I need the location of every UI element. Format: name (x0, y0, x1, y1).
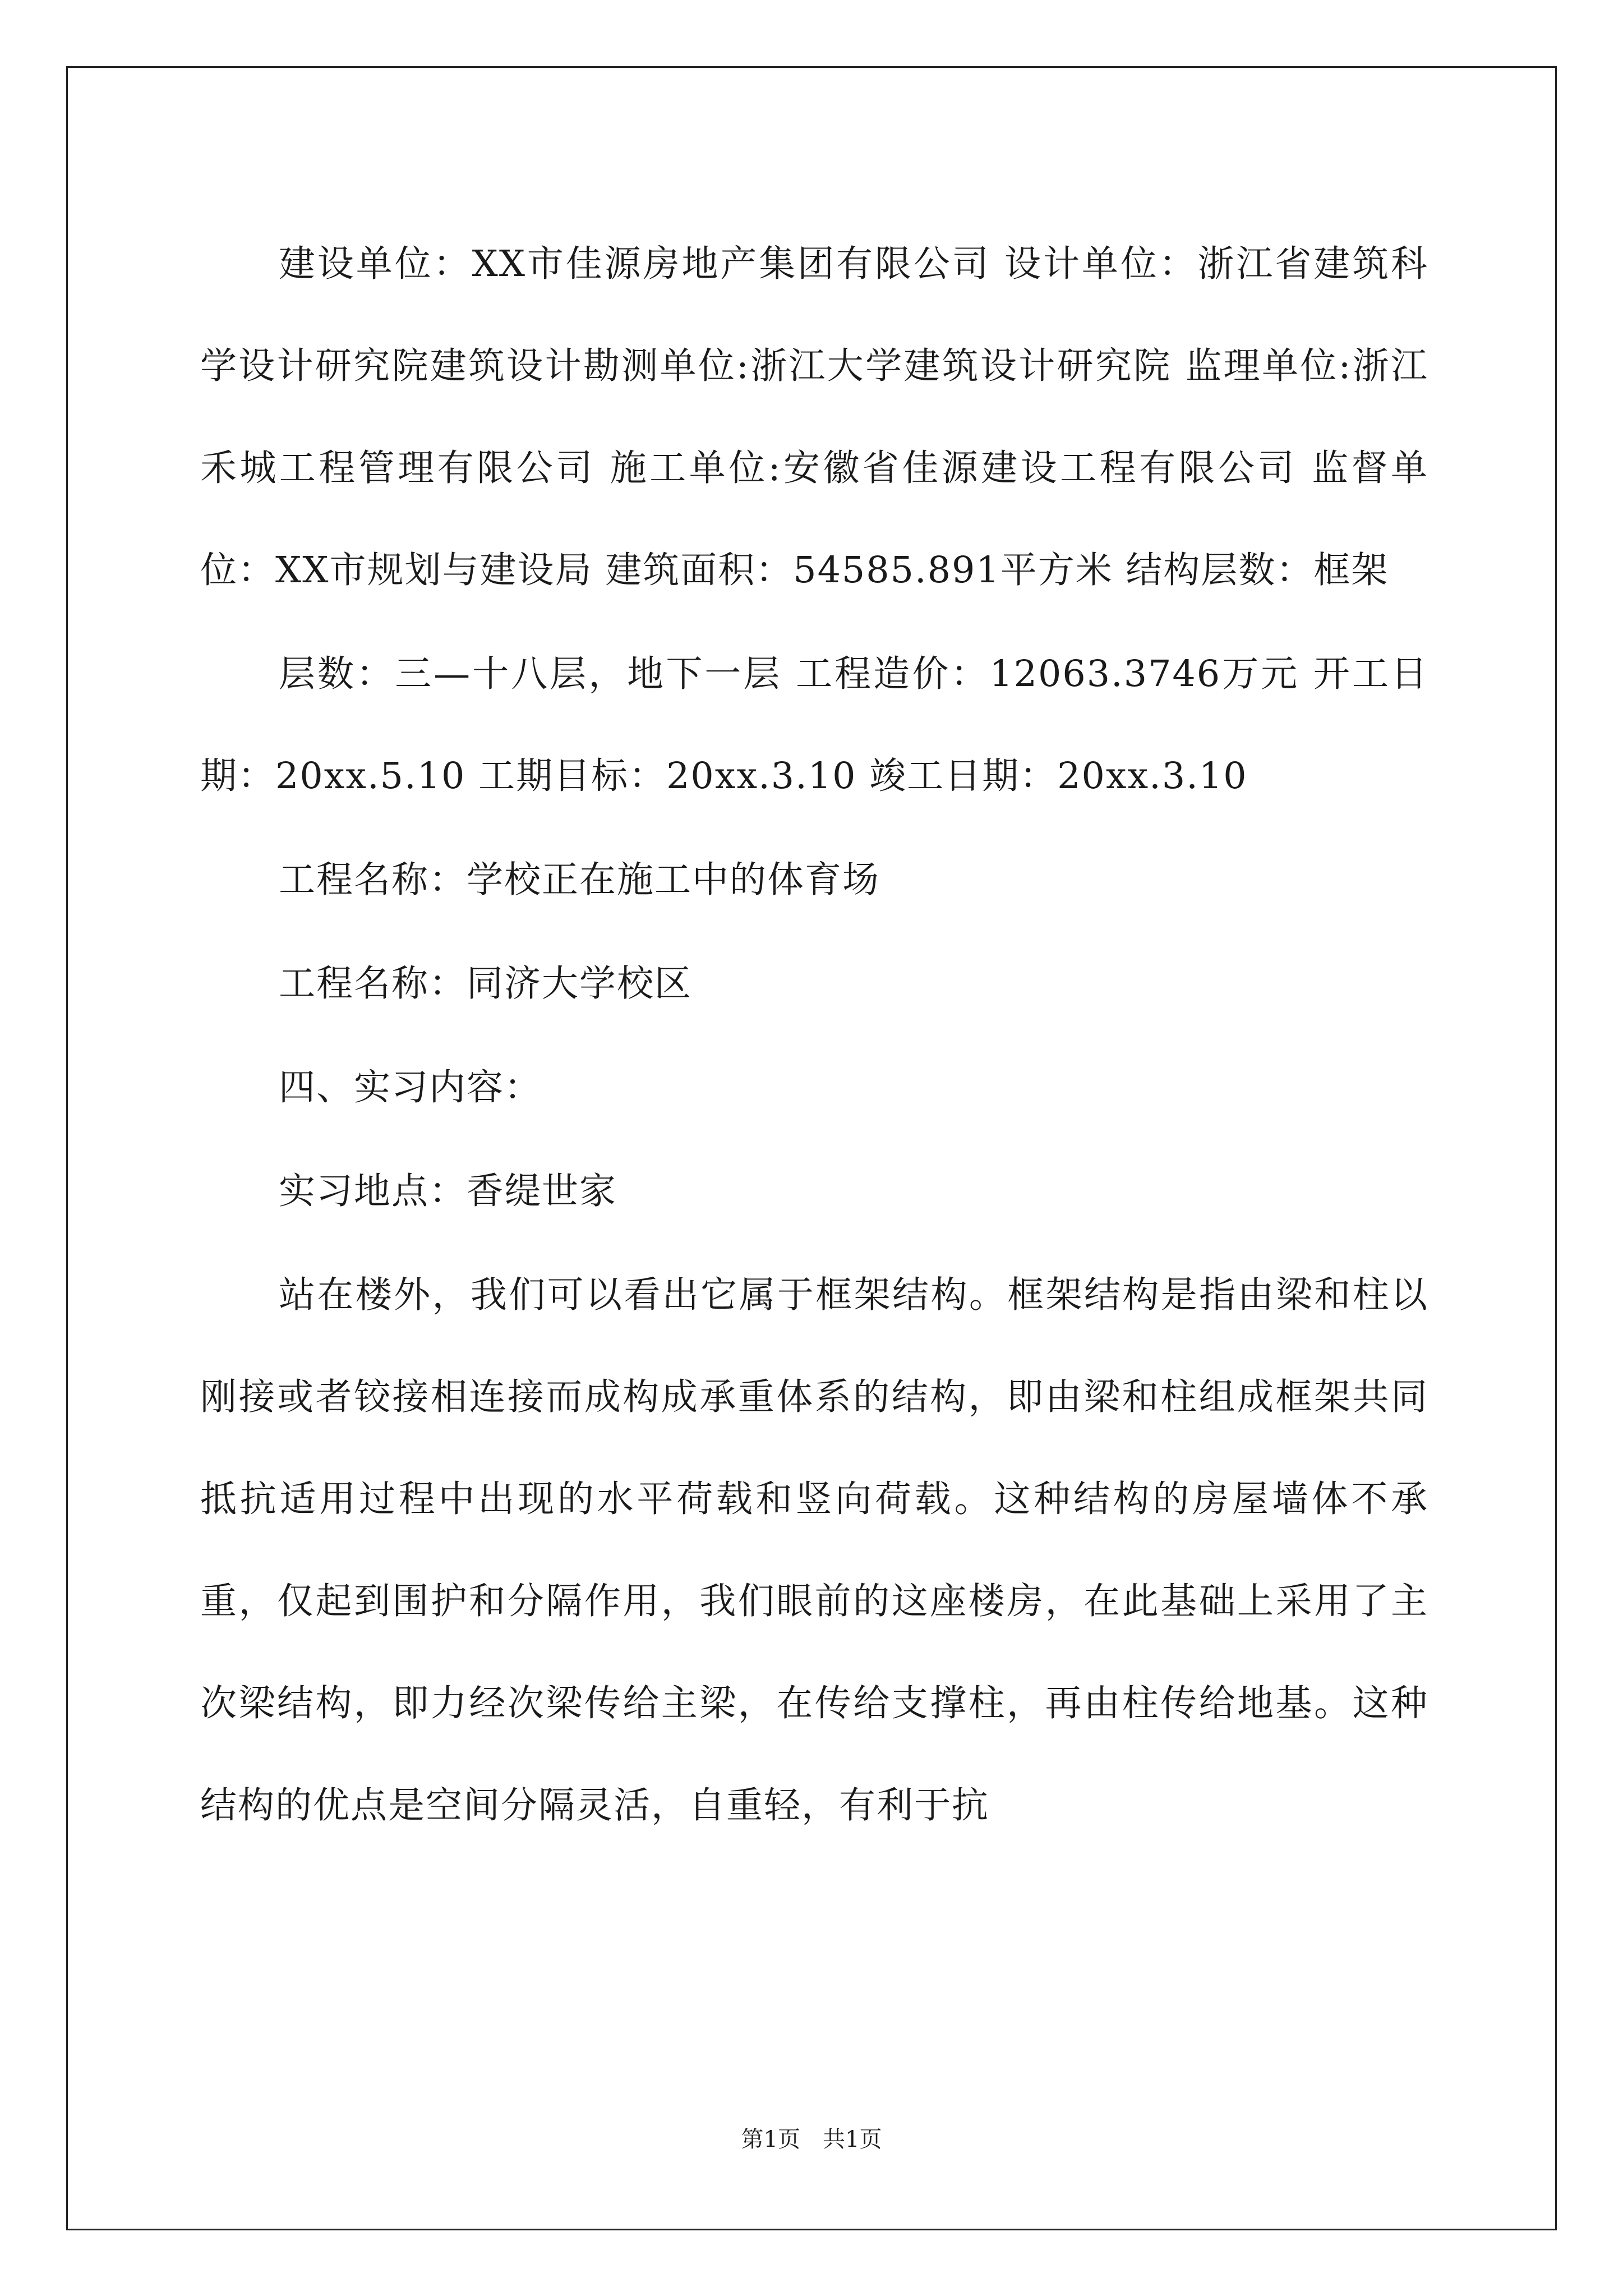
paragraph-project-name-campus: 工程名称：同济大学校区 (279, 963, 693, 1005)
paragraph-internship-location: 实习地点：香缇世家 (279, 1170, 617, 1212)
paragraph-units-info: 建设单位：XX市佳源房地产集团有限公司 设计单位：浙江省建筑科学设计研究院建筑设计勘测单位:浙江大学建筑设计研究院 监理单位:浙江禾城工程管理有限公司 施工单位:安徽省佳源建设工程有限公司 监督单位：XX市规划与建设局 建筑面积：54585.891平方米 结构层数：框架 (200, 243, 1428, 591)
paragraph-schedule-info: 层数：三—十八层，地下一层 工程造价：12063.3746万元 开工日期：20xx.5.10 工期目标：20xx.3.10 竣工日期：20xx.3.10 (200, 653, 1428, 797)
document-body (200, 213, 1428, 1858)
page-footer: 第1页 共1页 (741, 2127, 882, 2152)
paragraph-project-name-stadium: 工程名称：学校正在施工中的体育场 (279, 859, 880, 901)
section-heading-internship-content: 四、实习内容： (279, 1066, 542, 1108)
paragraph-frame-structure: 站在楼外，我们可以看出它属于框架结构。框架结构是指由梁和柱以刚接或者铰接相连接而成构成承重体系的结构，即由梁和柱组成框架共同抵抗适用过程中出现的水平荷载和竖向荷载。这种结构的房屋墙体不承重，仅起到围护和分隔作用，我们眼前的这座楼房，在此基础上采用了主次梁结构，即力经次梁传给主梁，在传给支撑柱，再由柱传给地基。这种结构的优点是空间分隔灵活，自重轻，有利于抗 (200, 1274, 1428, 1826)
